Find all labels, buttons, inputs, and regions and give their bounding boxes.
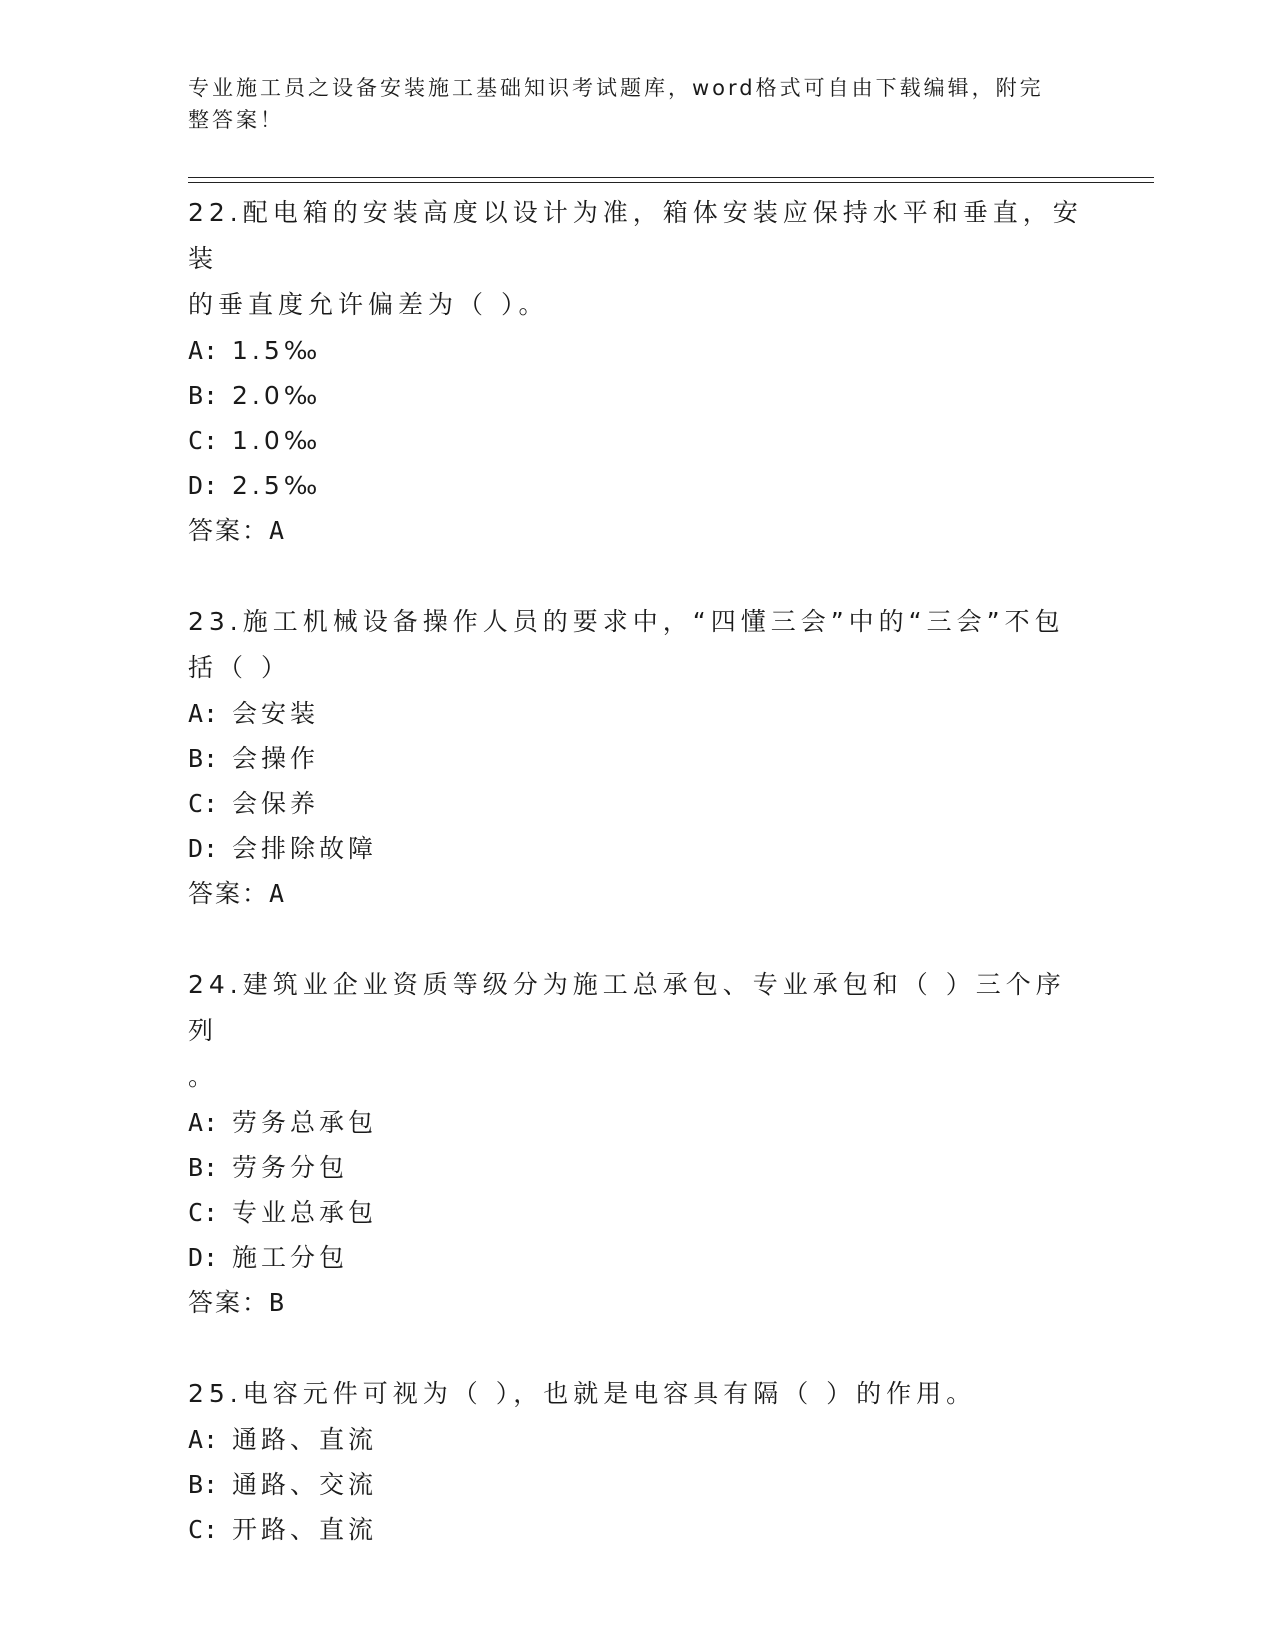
option-text: 会排除故障 [232,834,378,863]
answer-line [188,871,1088,917]
option-c [188,781,1088,826]
option-letter: B: [188,1153,219,1182]
option-letter: C: [188,1515,219,1544]
stem-line-2: 括（ ） [188,653,291,682]
option-letter: C: [188,426,219,455]
question-list [188,190,1088,1597]
answer-line [188,1280,1088,1326]
option-text: 施工分包 [232,1243,349,1272]
option-a [188,1417,1088,1462]
answer-line [188,508,1088,554]
option-text: 1.0‰ [232,426,322,455]
option-a [188,691,1088,736]
option-letter: C: [188,1198,219,1227]
option-a [188,1100,1088,1145]
option-letter: A: [188,336,219,365]
option-text: 开路、直流 [232,1515,378,1544]
option-c [188,1190,1088,1235]
option-text: 2.0‰ [232,381,322,410]
option-letter: D: [188,471,219,500]
stem-line-2: 。 [188,1062,219,1091]
option-d [188,1235,1088,1280]
option-text: 通路、直流 [232,1425,378,1454]
answer-label: 答案： [188,1288,270,1317]
option-b [188,736,1088,781]
document-header [188,72,1068,136]
answer-value: A [269,516,287,545]
option-text: 会保养 [232,789,320,818]
question-stem [188,962,1088,1100]
option-c [188,1507,1088,1552]
answer-value: B [269,1288,287,1317]
option-text: 1.5‰ [232,336,322,365]
option-letter: B: [188,744,219,773]
option-letter: B: [188,381,219,410]
question-25 [188,1371,1088,1552]
option-letter: C: [188,789,219,818]
question-stem [188,599,1088,691]
option-d [188,826,1088,871]
stem-line-1: 22.配电箱的安装高度以设计为准，箱体安装应保持水平和垂直，安装 [188,198,1083,273]
stem-line-1: 23.施工机械设备操作人员的要求中，“四懂三会”中的“三会”不包 [188,607,1065,636]
option-a [188,328,1088,373]
question-24 [188,962,1088,1326]
answer-label: 答案： [188,879,270,908]
option-text: 通路、交流 [232,1470,378,1499]
option-b [188,1145,1088,1190]
option-b [188,1462,1088,1507]
question-stem [188,190,1088,328]
option-d [188,463,1088,508]
question-22 [188,190,1088,554]
header-divider-bottom [188,182,1154,183]
question-23 [188,599,1088,917]
question-stem [188,1371,1088,1417]
option-text: 2.5‰ [232,471,322,500]
stem-line-2: 的垂直度允许偏差为（ ）。 [188,290,549,319]
header-line-1: 专业施工员之设备安装施工基础知识考试题库，word格式可自由下载编辑，附完 [188,76,1044,100]
option-letter: A: [188,1425,219,1454]
option-text: 专业总承包 [232,1198,378,1227]
option-c [188,418,1088,463]
option-letter: B: [188,1470,219,1499]
stem-line-1: 24.建筑业企业资质等级分为施工总承包、专业承包和（ ）三个序列 [188,970,1066,1045]
option-text: 会安装 [232,699,320,728]
answer-value: A [269,879,287,908]
answer-label: 答案： [188,516,270,545]
header-divider-top [188,177,1154,178]
option-letter: D: [188,1243,219,1272]
stem-line-1: 25.电容元件可视为（ ），也就是电容具有隔（ ）的作用。 [188,1379,977,1408]
option-b [188,373,1088,418]
option-text: 会操作 [232,744,320,773]
header-line-2: 整答案！ [188,108,284,132]
option-text: 劳务总承包 [232,1108,378,1137]
option-letter: D: [188,834,219,863]
option-letter: A: [188,699,219,728]
option-letter: A: [188,1108,219,1137]
option-text: 劳务分包 [232,1153,349,1182]
